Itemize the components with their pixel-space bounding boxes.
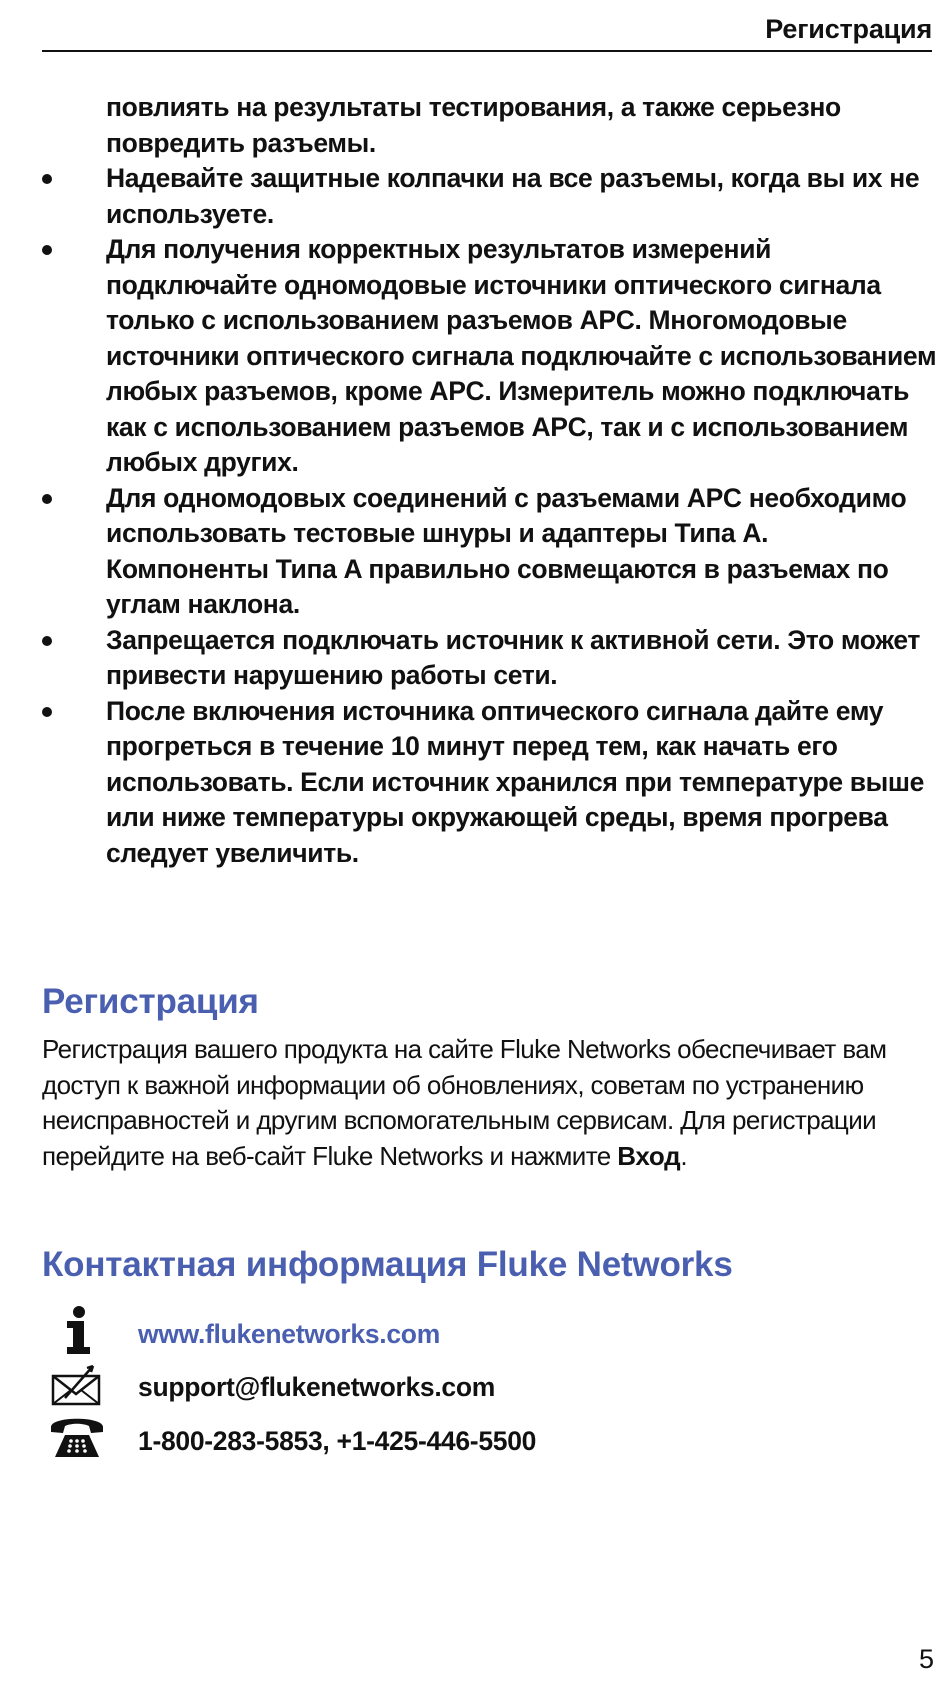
login-emphasis: Вход xyxy=(617,1140,681,1171)
registration-tail: . xyxy=(680,1140,687,1171)
registration-paragraph xyxy=(42,1032,922,1174)
warning-item-type-a xyxy=(42,481,937,623)
warning-item-text: Надевайте защитные колпачки на все разъемы, когда вы их не используете. xyxy=(106,163,920,229)
contact-website-row xyxy=(42,1305,922,1355)
bullet-icon xyxy=(42,636,52,646)
running-header xyxy=(42,14,932,52)
registration-body: Регистрация вашего продукта на сайте Fluke Networks обеспечивает вам доступ к важной информации об обновлениях, советам по устранению неисправностей и другим вспомогательным сервисам. Для регистрации перейдите на веб-сайт Fluke Networks и нажмите xyxy=(42,1034,887,1171)
contacts-heading: Контактная информация Fluke Networks xyxy=(42,1245,733,1284)
warning-item-text: Для одномодовых соединений с разъемами APC необходимо использовать тестовые шнуры и адаптеры Типа A. Компоненты Типа A правильно совмещаются в разъемах по углам наклона. xyxy=(106,482,907,619)
warning-item-warmup xyxy=(42,694,937,872)
warning-item-apc xyxy=(42,232,937,481)
info-icon xyxy=(47,1305,107,1355)
warning-item-active-network xyxy=(42,623,937,694)
envelope-icon xyxy=(47,1360,107,1410)
running-header-title: Регистрация xyxy=(765,14,932,44)
email-link[interactable]: support@flukenetworks.com xyxy=(138,1372,496,1402)
website-link[interactable]: www.flukenetworks.com xyxy=(138,1319,440,1349)
bullet-icon xyxy=(42,707,52,717)
contact-phone-row xyxy=(42,1413,922,1463)
contact-email-row xyxy=(42,1360,922,1410)
warning-item-caps xyxy=(42,161,937,232)
warning-continuation: повлиять на результаты тестирования, а также серьезно повредить разъемы. xyxy=(106,92,841,158)
bullet-icon xyxy=(42,174,52,184)
registration-heading: Регистрация xyxy=(42,982,259,1021)
warnings-section xyxy=(42,90,937,871)
bullet-icon xyxy=(42,494,52,504)
warning-item-text: После включения источника оптического сигнала дайте ему прогреться в течение 10 минут перед тем, как начать его использовать. Если источник хранился при температуре выше или ниже температуры окружающей среды, время прогрева следует увеличить. xyxy=(106,695,925,868)
phone-numbers: 1-800-283-5853, +1-425-446-5500 xyxy=(138,1426,537,1456)
warning-list xyxy=(42,161,937,871)
warning-item-text: Запрещается подключать источник к активной сети. Это может привести нарушению работы сети. xyxy=(106,624,921,690)
warning-item-text: Для получения корректных результатов измерений подключайте одномодовые источники оптического сигнала только с использованием разъемов APC. Многомодовые источники оптического сигнала подключайте с использованием любых разъемов, кроме APC. Измеритель можно подключать как с использованием разъемов APC, так и с использованием любых других. xyxy=(106,234,937,477)
telephone-icon xyxy=(47,1413,107,1463)
page-number: 5 xyxy=(918,1644,934,1674)
bullet-icon xyxy=(42,245,52,255)
